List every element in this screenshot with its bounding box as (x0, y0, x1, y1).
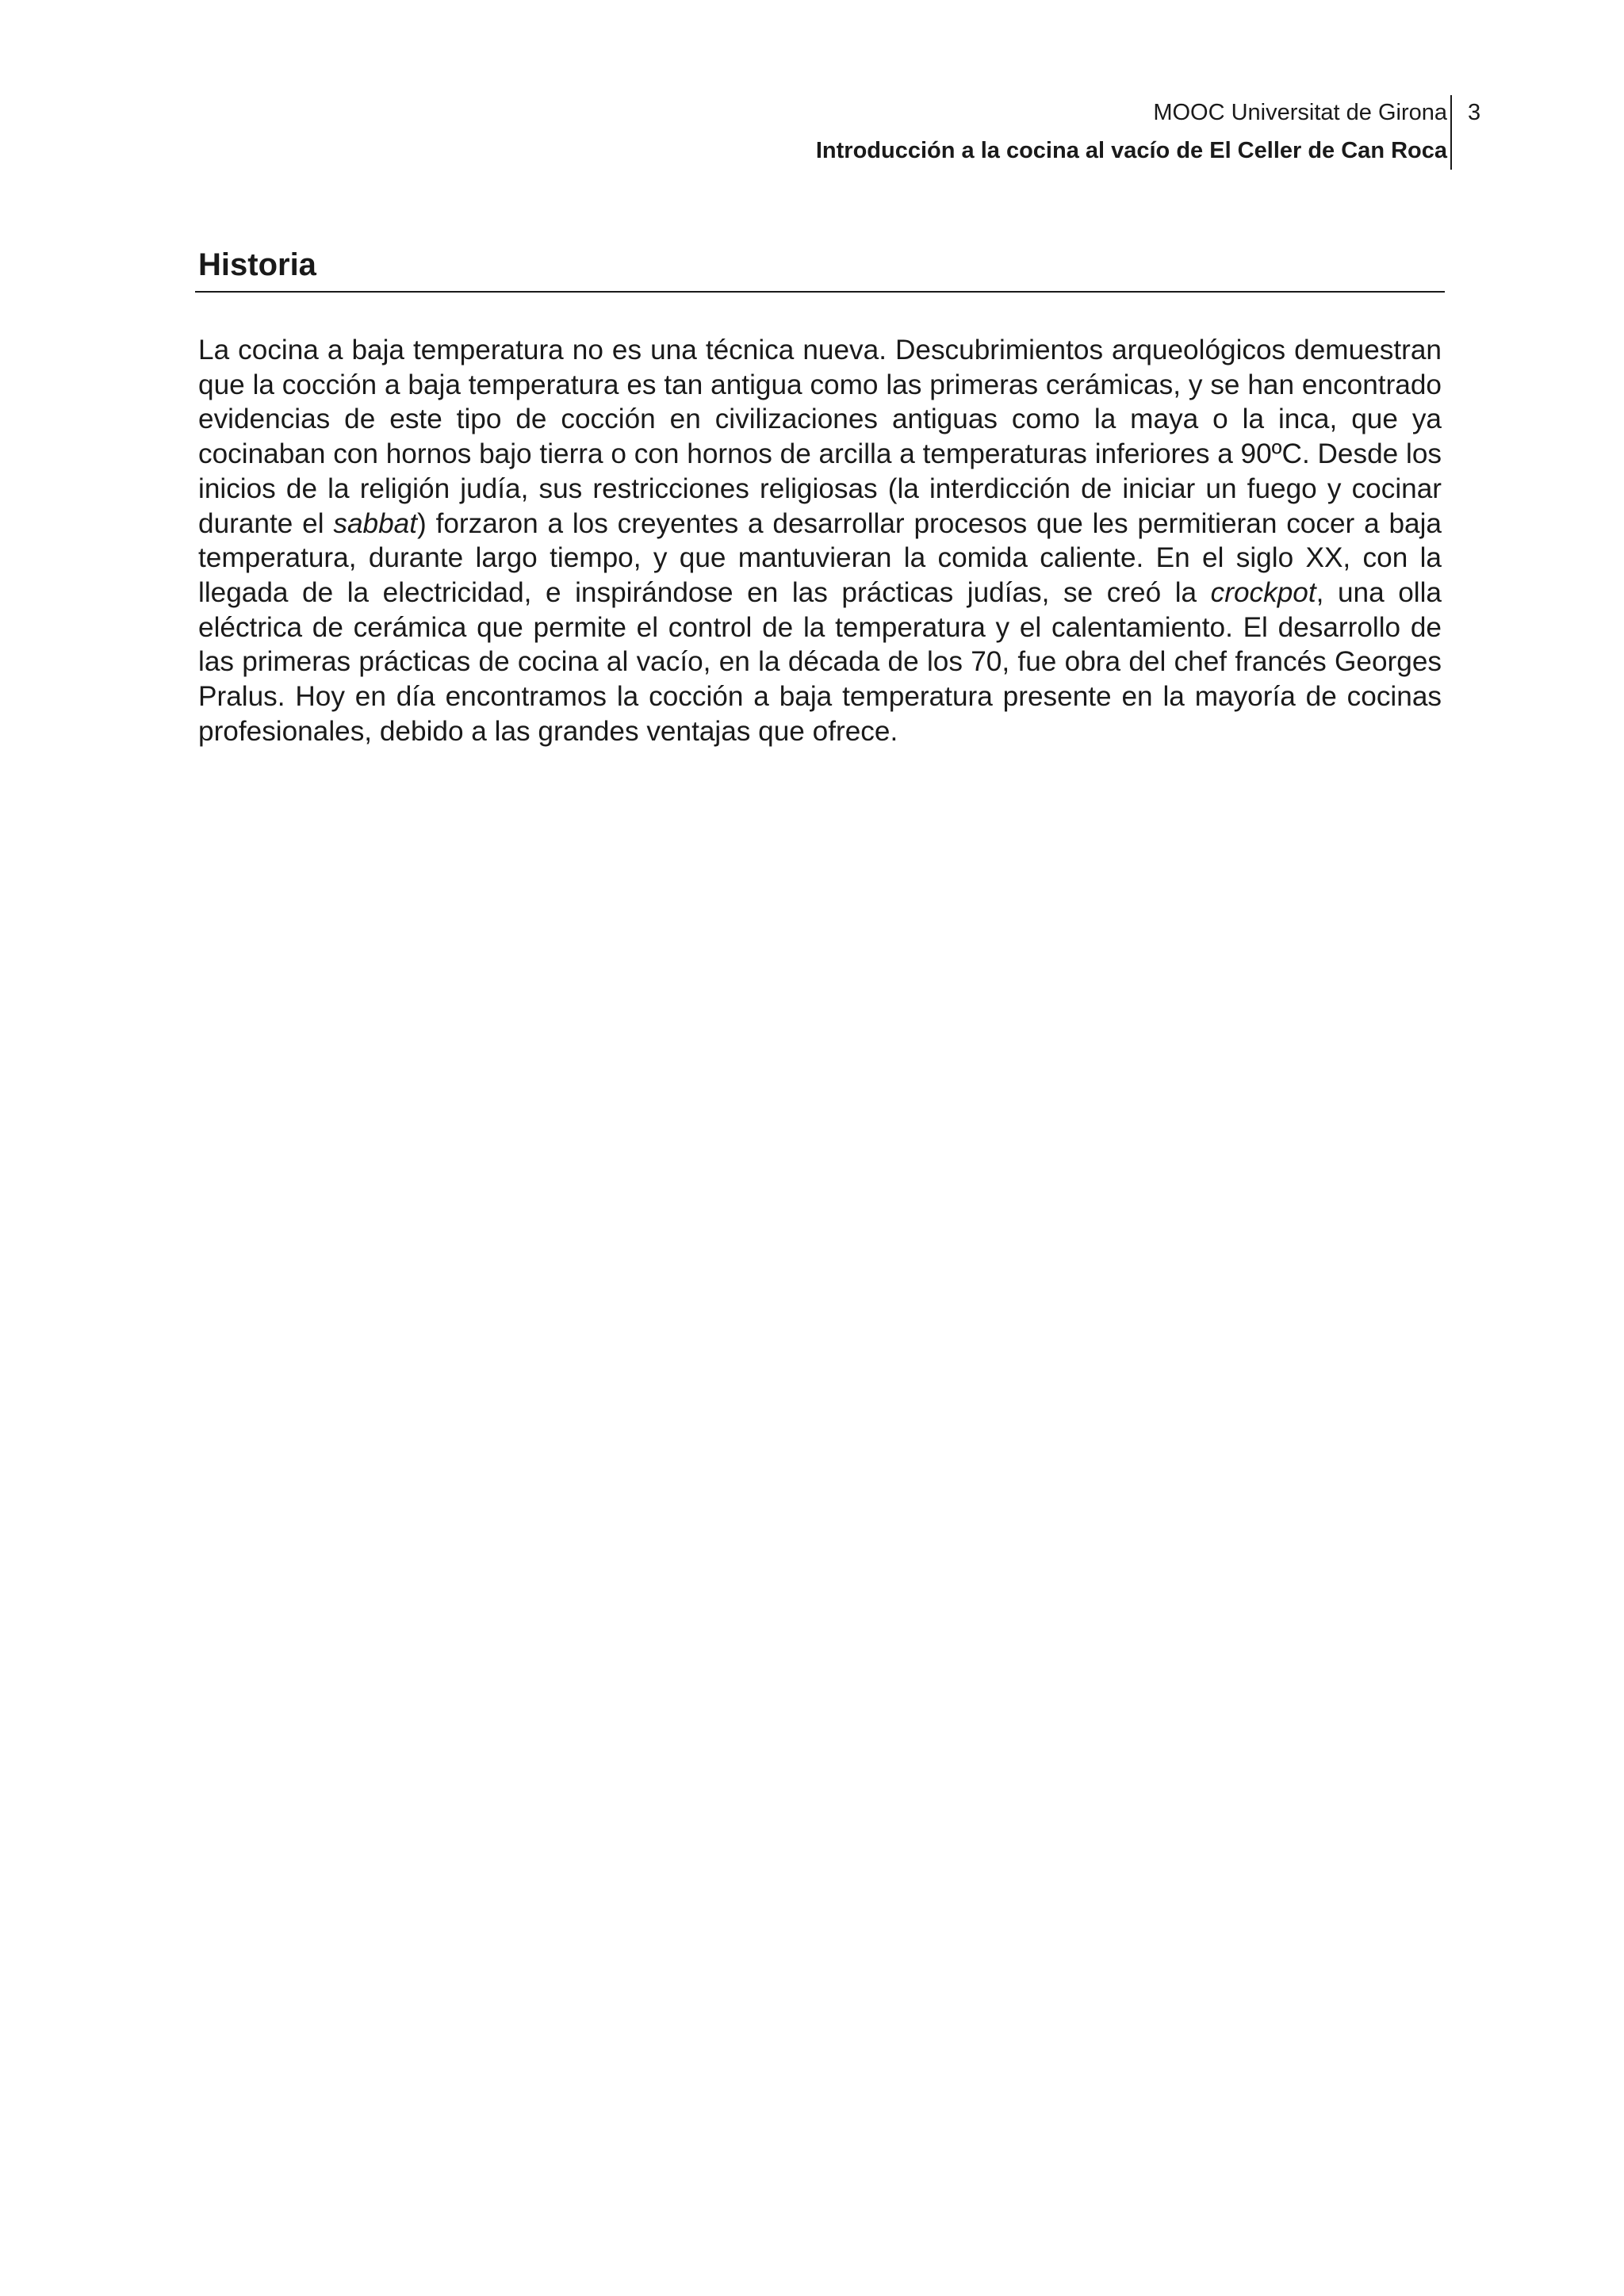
section-title-underline (195, 291, 1445, 293)
body-paragraph (198, 333, 1442, 748)
paragraph-italic-crockpot: crockpot (1210, 576, 1316, 608)
paragraph-text-part3: , una olla eléctrica de cerámica que permite el control de la temperatura y el calentamiento. El desarrollo de las primeras prácticas de cocina al vacío, en la década de los 70, fue obra del chef francés Georges Pralus. Hoy en día encontramos la cocción a baja temperatura presente en la mayoría de cocinas profesionales, debido a las grandes ventajas que ofrece. (198, 576, 1442, 747)
paragraph-text-part2: ) forzaron a los creyentes a desarrollar procesos que les permitieran cocer a baja temperatura, durante largo tiempo, y que mantuvieran la comida caliente. En el siglo XX, con la llegada de la electricidad, e inspirándose en las prácticas judías, se creó la (198, 507, 1442, 608)
page-header (816, 94, 1447, 170)
section-title: Historia (198, 247, 316, 282)
header-course-name: MOOC Universitat de Girona (1153, 100, 1447, 125)
paragraph-text-part1: La cocina a baja temperatura no es una técnica nueva. Descubrimientos arqueológicos demuestran que la cocción a baja temperatura es tan antigua como las primeras cerámicas, y se han encontrado evidencias de este tipo de cocción en civilizaciones antiguas como la maya o la inca, que ya cocinaban con hornos bajo tierra o con hornos de arcilla a temperaturas inferiores a 90ºC. Desde los inicios de la religión judía, sus restricciones religiosas (la interdicción de iniciar un fuego y cocinar durante el (198, 335, 1442, 539)
header-divider (1450, 95, 1452, 170)
header-course-title: Introducción a la cocina al vacío de El Celler de Can Roca (815, 138, 1447, 163)
paragraph-italic-sabbat: sabbat (333, 507, 418, 539)
page-number: 3 (1468, 100, 1481, 125)
